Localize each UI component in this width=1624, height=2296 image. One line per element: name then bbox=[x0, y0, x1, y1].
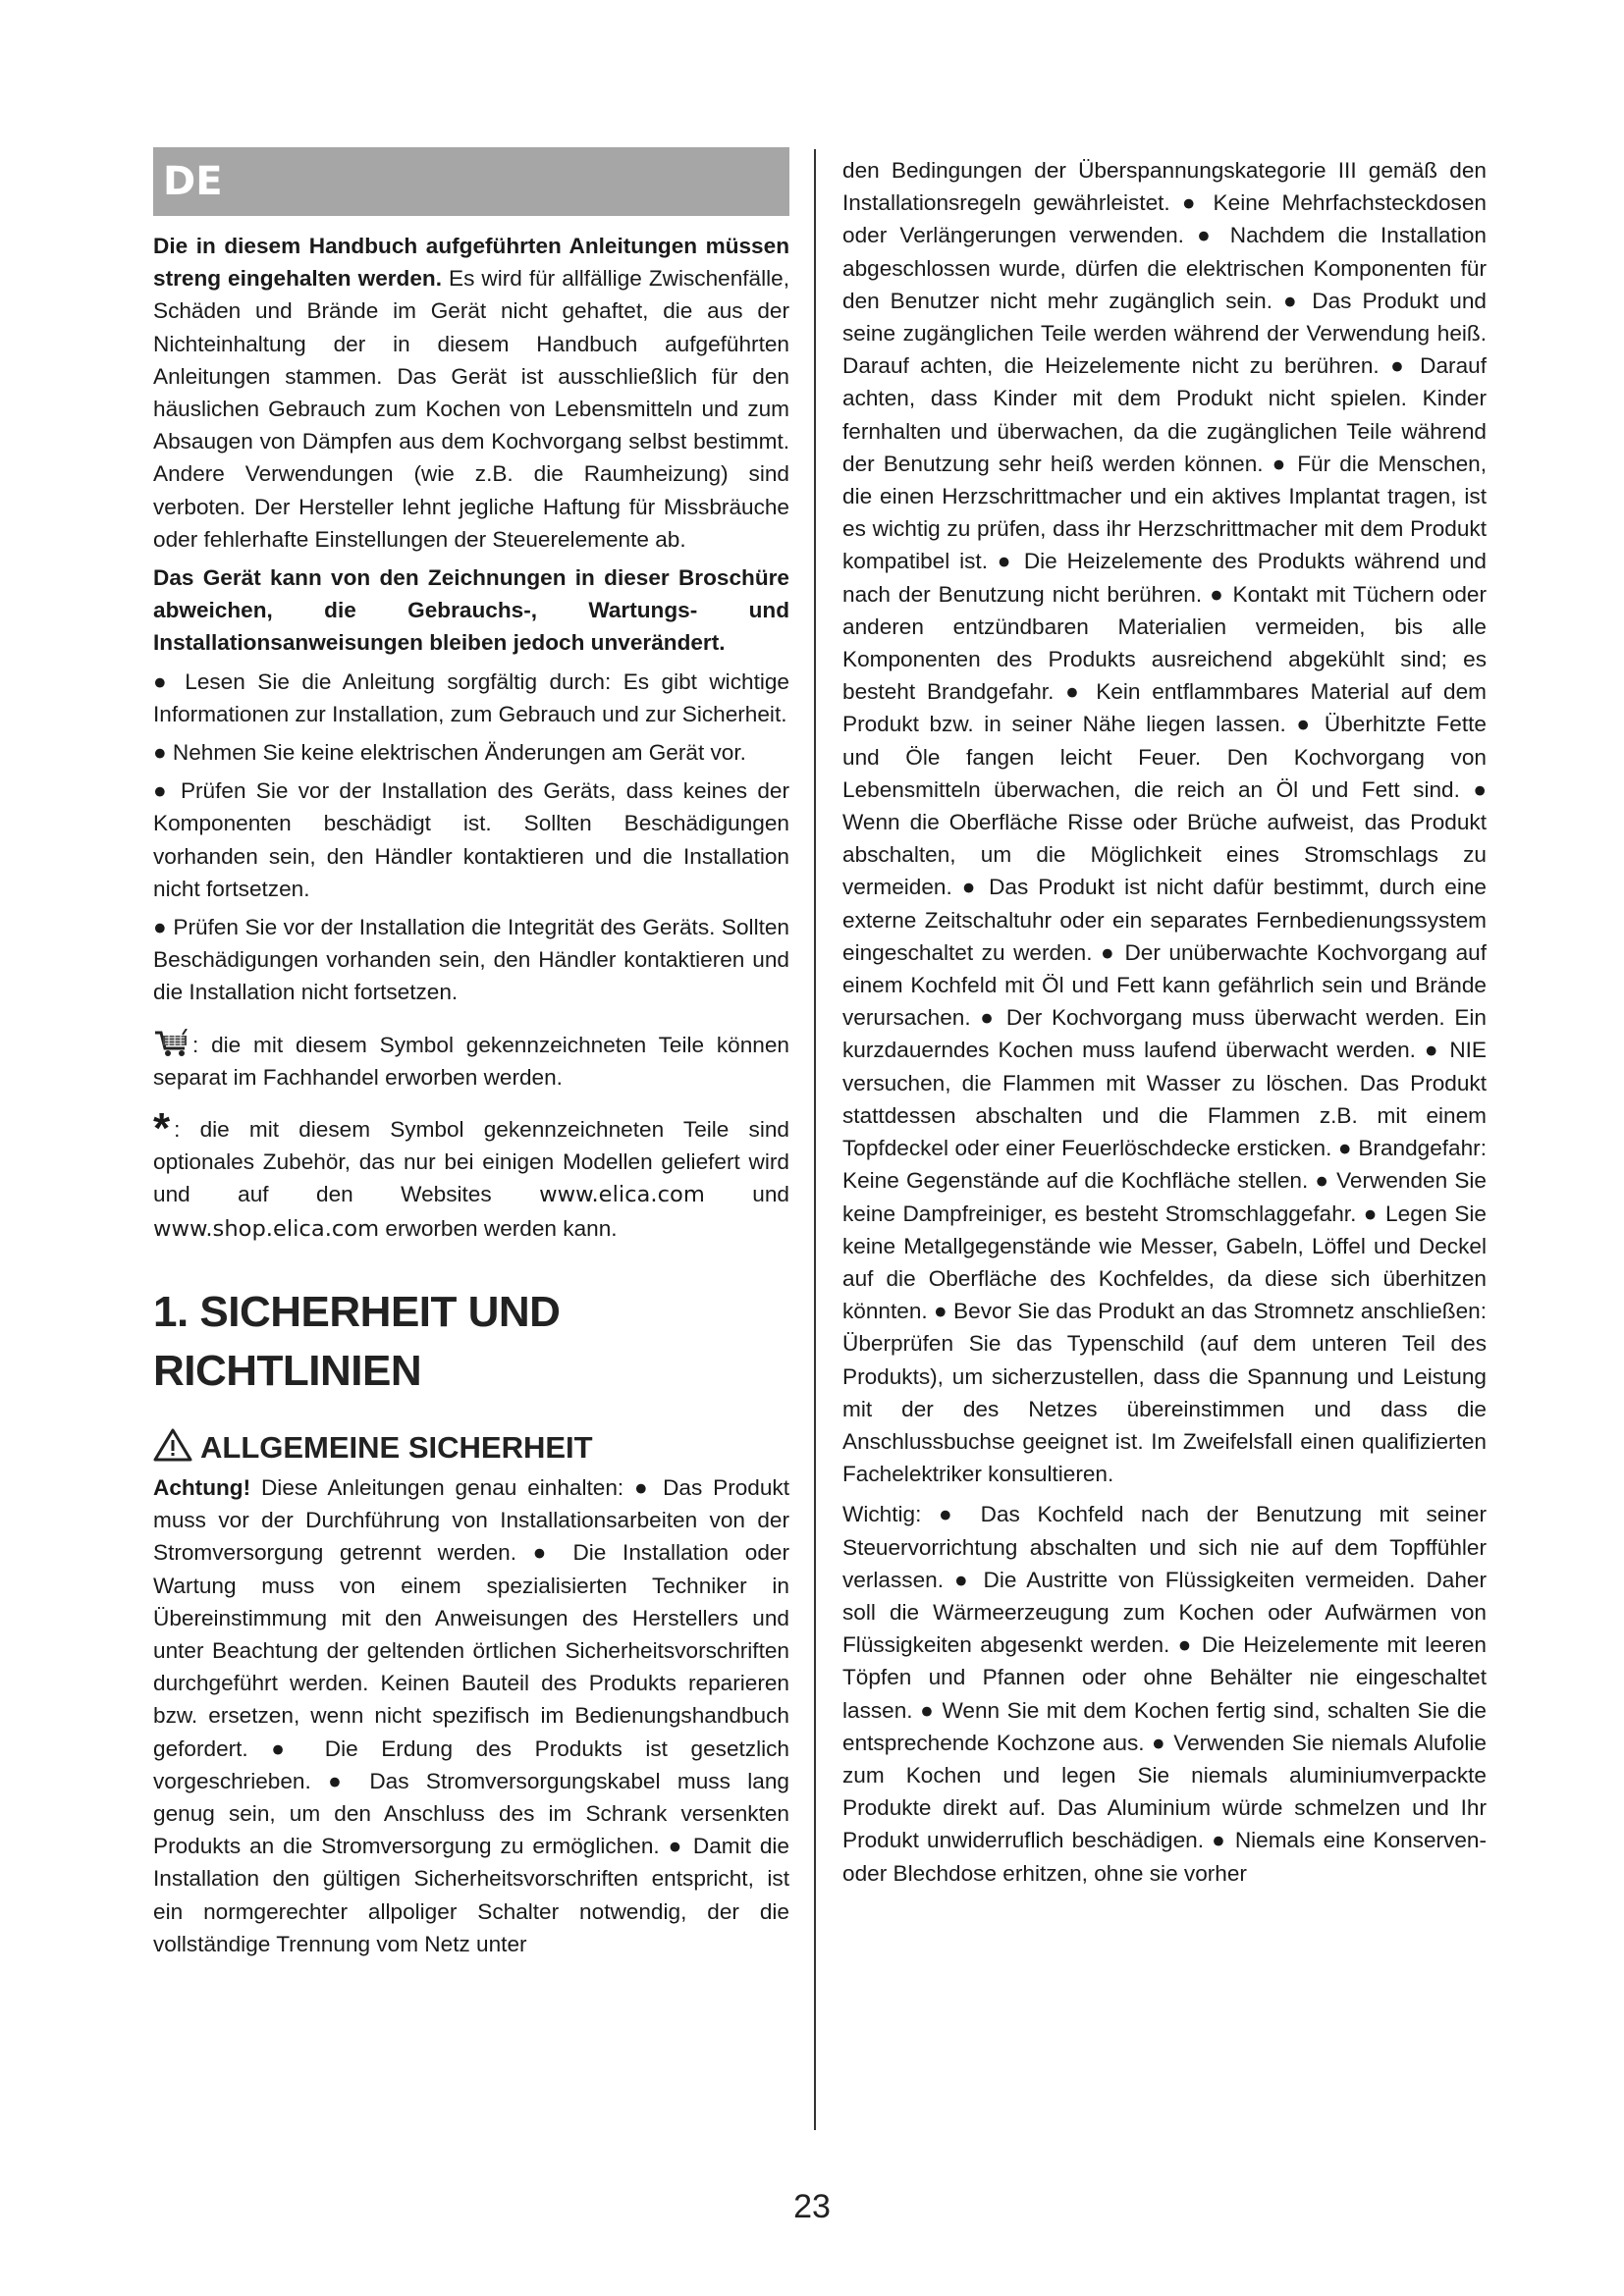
language-header bbox=[153, 147, 789, 216]
wichtig-paragraph: Wichtig: ● Das Kochfeld nach der Benutzung mit seiner Steuervorrichtung abschalten und sich nie auf dem Topffühler verlassen. ● Die Austritte von Flüssigkeiten vermeiden. Daher soll die Wärmeerzeugung zum Kochen oder Aufwärmen von Flüssigkeiten abgesenkt werden. ● Die Heizelemente mit leeren Töpfen und Pfannen oder ohne Behälter nie eingeschaltet lassen. ● Wenn Sie mit dem Kochen fertig sind, schalten Sie die entsprechende Kochzone aus. ● Verwenden Sie niemals Alufolie zum Kochen und legen Sie niemals aluminiumverpackte Produkte direkt auf. Das Aluminium würde schmelzen und Ihr Produkt unwiderruflich beschädigen. ● Niemals eine Konserven- oder Blechdose erhitzen, ohne sie vorher bbox=[842, 1502, 1487, 1886]
achtung-text: Diese Anleitungen genau einhalten: ● Das Produkt muss vor der Durchführung von Installationsarbeiten von der Stromversorgung getrennt werden. ● Die Installation oder Wartung muss von einem spezialisierten Techniker in Übereinstimmung mit den Anweisungen des Herstellers und unter Beachtung der geltenden örtlichen Sicherheitsvorschriften durchgeführt werden. Keinen Bauteil des Produkts reparieren bzw. ersetzen, wenn nicht spezifisch im Bedienungshandbuch gefordert. ● Die Erdung des Produkts ist gesetzlich vorgeschrieben. ● Das Stromversorgungskabel muss lang genug sein, um den Anschluss des im Schrank versenkten Produkts an die Stromversorgung zu ermöglichen. ● Damit die Installation den gültigen Sicherheitsvorschriften entspricht, ist ein normgerechter allpoliger Schalter notwendig, der die vollständige Trennung vom Netz unter bbox=[153, 1474, 789, 1956]
subsection-title-text: ALLGEMEINE SICHERHEIT bbox=[200, 1429, 593, 1465]
star-symbol-text-c: erworben werden kann. bbox=[379, 1215, 618, 1241]
cart-symbol-text: : die mit diesem Symbol gekennzeichneten Teile können separat im Fachhandel erworben werden. bbox=[153, 1032, 789, 1090]
elica-url: www.elica.com bbox=[539, 1182, 705, 1208]
achtung-paragraph bbox=[153, 1471, 789, 1960]
language-label: DE bbox=[163, 159, 223, 204]
intro-paragraph bbox=[153, 230, 789, 556]
column-divider bbox=[814, 149, 816, 2130]
achtung-bold: Achtung! bbox=[153, 1474, 251, 1500]
cart-symbol-note bbox=[153, 1029, 789, 1094]
intro-bold: Die in diesem Handbuch aufgeführten Anleitungen müssen streng eingehalten werden. bbox=[153, 234, 789, 292]
right-column bbox=[842, 154, 1487, 1890]
section-title: 1. SICHERHEIT UND RICHTLINIEN bbox=[153, 1287, 561, 1395]
intro-text: Es wird für allfällige Zwischenfälle, Schäden und Brände im Gerät nicht gehaftet, die aus der Nichteinhaltung der in diesem Handbuch aufgeführten Anleitungen stammen. Das Gerät ist ausschließlich für den häuslichen Gebrauch zum Kochen von Lebensmitteln und zum Absaugen von Dämpfen aus dem Kochvorgang selbst bestimmt. Andere Verwendungen (wie z.B. die Raumheizung) sind verboten. Der Hersteller lehnt jegliche Haftung für Missbräuche oder fehlerhafte Einstellungen der Steuerelemente ab. bbox=[153, 266, 789, 552]
page-number: 23 bbox=[793, 2188, 831, 2225]
warning-triangle-icon bbox=[153, 1428, 192, 1462]
shopping-cart-icon bbox=[153, 1029, 192, 1058]
star-symbol-note bbox=[153, 1104, 789, 1246]
star-symbol-text-a: : die mit diesem Symbol gekennzeichneten Teile sind optionales Zubehör, das nur bei einigen Modellen geliefert wird und auf den Websites bbox=[153, 1117, 789, 1207]
bullet-check-components: ● Prüfen Sie vor der Installation des Geräts, dass keines der Komponenten beschädigt ist. Sollten Beschädigungen vorhanden sein, den Händler kontaktieren und die Installation nicht fortsetzen. bbox=[153, 778, 789, 901]
bullet-check-integrity: ● Prüfen Sie vor der Installation die Integrität des Geräts. Sollten Beschädigungen vorhanden sein, den Händler kontaktieren und die Installation nicht fortsetzen. bbox=[153, 915, 789, 1005]
subsection-title bbox=[153, 1428, 789, 1468]
bullet-no-electrical-changes: ● Nehmen Sie keine elektrischen Änderungen am Gerät vor. bbox=[153, 740, 746, 766]
drawings-note: Das Gerät kann von den Zeichnungen in dieser Broschüre abweichen, die Gebrauchs-, Wartungs- und Installationsanweisungen bleiben jedoch unverändert. bbox=[153, 565, 789, 656]
left-column bbox=[153, 147, 789, 1966]
asterisk-icon: * bbox=[153, 1104, 171, 1153]
star-symbol-text-b: und bbox=[704, 1182, 789, 1207]
safety-paragraph: den Bedingungen der Überspannungskategorie III gemäß den Installationsregeln gewährleistet. ● Keine Mehrfachsteckdosen oder Verlängerungen verwenden. ● Nachdem die Installation abgeschlossen wurde, dürfen die elektrischen Komponenten für den Benutzer nicht mehr zugänglich sein. ● Das Produkt und seine zugänglichen Teile werden während der Verwendung heiß. Darauf achten, die Heizelemente nicht zu berühren. ● Darauf achten, dass Kinder mit dem Produkt nicht spielen. Kinder fernhalten und überwachen, da die zugänglichen Teile während der Benutzung sehr heiß werden können. ● Für die Menschen, die einen Herzschrittmacher und ein aktives Implantat tragen, ist es wichtig zu prüfen, dass ihr Herzschrittmacher mit dem Produkt kompatibel ist. ● Die Heizelemente des Produkts während und nach der Benutzung nicht berühren. ● Kontakt mit Tüchern oder anderen entzündbaren Materialien vermeiden, bis alle Komponenten des Produkts ausreichend abgekühlt sind; es besteht Brandgefahr. ● Kein entflammbares Material auf dem Produkt bzw. in seiner Nähe liegen lassen. ● Überhitzte Fette und Öle fangen leicht Feuer. Den Kochvorgang von Lebensmitteln überwachen, die reich an Öl und Fett sind. ● Wenn die Oberfläche Risse oder Brüche aufweist, das Produkt abschalten, um die Möglichkeit eines Stromschlags zu vermeiden. ● Das Produkt ist nicht dafür bestimmt, durch eine externe Zeitschaltuhr oder ein separates Fernbedienungssystem eingeschaltet zu werden. ● Der unüberwachte Kochvorgang auf einem Kochfeld mit Öl und Fett kann gefährlich sein und Brände verursachen. ● Der Kochvorgang muss überwacht werden. Ein kurzdauerndes Kochen muss laufend überwacht werden. ● NIE versuchen, die Flammen mit Wasser zu löschen. Das Produkt stattdessen abschalten und die Flammen z.B. mit einem Topfdeckel oder einer Feuerlöschdecke ersticken. ● Brandgefahr: Keine Gegenstände auf die Kochfläche stellen. ● Verwenden Sie keine Dampfreiniger, es besteht Stromschlaggefahr. ● Legen Sie keine Metallgegenstände wie Messer, Gabeln, Löffel und Deckel auf die Oberfläche des Kochfeldes, da diese sich überhitzen könnten. ● Bevor Sie das Produkt an das Stromnetz anschließen: Überprüfen Sie das Typenschild (auf dem unteren Teil des Produkts), um sicherzustellen, dass die Spannung und Leistung mit der des Netzes übereinstimmen und dass die Anschlussbuchse geeignet ist. Im Zweifelsfall einen qualifizierten Fachelektriker konsultieren. bbox=[842, 158, 1487, 1487]
shop-elica-url: www.shop.elica.com bbox=[153, 1215, 380, 1242]
bullet-read-manual: ● Lesen Sie die Anleitung sorgfältig durch: Es gibt wichtige Informationen zur Installation, zum Gebrauch und zur Sicherheit. bbox=[153, 668, 789, 726]
